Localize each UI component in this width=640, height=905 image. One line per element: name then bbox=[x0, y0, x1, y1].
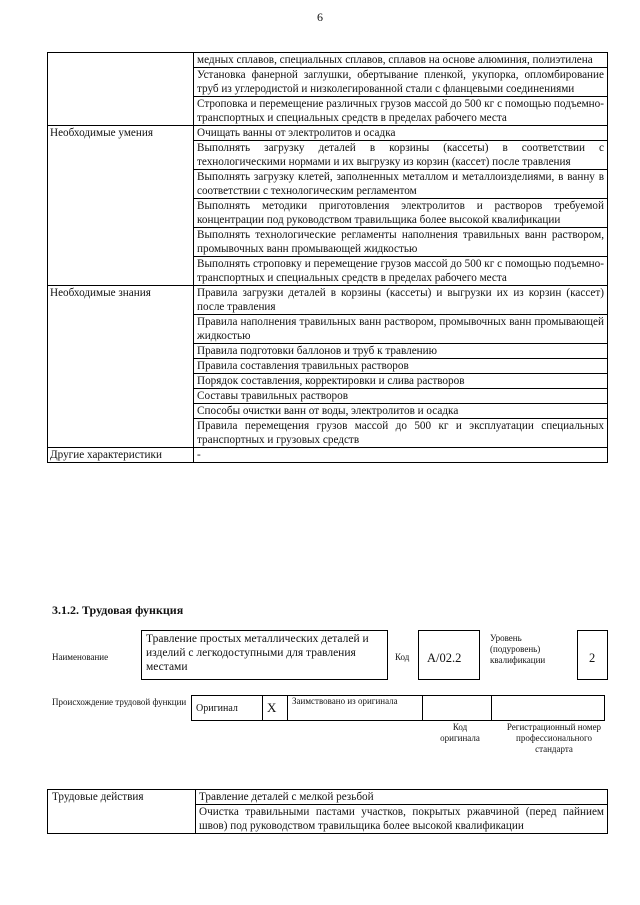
actions-table bbox=[47, 789, 608, 834]
competency-table bbox=[47, 52, 608, 463]
actions-label: Трудовые действия bbox=[48, 790, 196, 834]
skill-row: Выполнять строповку и перемещение грузов массой до 500 кг с помощью подъемно-транспортных и специальных средств в пределах рабочего места bbox=[194, 257, 608, 286]
skill-row: Очищать ванны от электролитов и осадка bbox=[194, 126, 608, 141]
name-label: Наименование bbox=[52, 652, 109, 662]
skills-label: Необходимые умения bbox=[48, 126, 194, 286]
knowledge-row: Способы очистки ванн от воды, электролитов и осадка bbox=[194, 404, 608, 419]
knowledge-row: Правила загрузки деталей в корзины (кассеты) и выгрузки их из корзин (кассет) после травления bbox=[194, 286, 608, 315]
original-mark: X bbox=[263, 696, 288, 721]
page-number: 6 bbox=[317, 10, 323, 24]
knowledge-row: Правила наполнения травильных ванн раствором, промывочных ванн промывающей жидкостью bbox=[194, 315, 608, 344]
action-row: Очистка травильными пастами участков, покрытых ржавчиной (перед пайнием швов) под руководством травильщика более высокой квалификации bbox=[196, 805, 608, 834]
level-label: Уровень (подуровень) квалификации bbox=[490, 633, 546, 665]
reg-number-caption: Регистрационный номер профессионального стандарта bbox=[506, 722, 602, 754]
skill-row: Выполнять технологические регламенты наполнения травильных ванн раствором, промывочных ванн промывающей жидкостью bbox=[194, 228, 608, 257]
skill-row: Выполнять загрузку клетей, заполненных металлом и металлоизделиями, в ванну в соответствии с технологическим регламентом bbox=[194, 170, 608, 199]
reg-number-cell bbox=[492, 696, 605, 721]
knowledge-row: Правила подготовки баллонов и труб к травлению bbox=[194, 344, 608, 359]
level-value: 2 bbox=[577, 630, 608, 680]
knowledge-row: Правила перемещения грузов массой до 500 кг и эксплуатации специальных транспортных и грузовых средств bbox=[194, 419, 608, 448]
knowledge-row: Правила составления травильных растворов bbox=[194, 359, 608, 374]
origin-label: Происхождение трудовой функции bbox=[52, 697, 187, 707]
section-title: 3.1.2. Трудовая функция bbox=[52, 603, 184, 617]
borrowed-label: Заимствовано из оригинала bbox=[288, 696, 423, 721]
origin-table bbox=[191, 695, 605, 721]
other-value: - bbox=[194, 448, 608, 463]
code-original-cell bbox=[423, 696, 492, 721]
function-code: A/02.2 bbox=[418, 630, 480, 680]
continued-row: Установка фанерной заглушки, обертывание пленкой, укупорка, опломбирование труб из углеродистой и низколегированной стали с фланцевыми соединениями bbox=[194, 68, 608, 97]
function-name: Травление простых металлических деталей и изделий с легкодоступными для травления местами bbox=[141, 630, 388, 680]
skill-row: Выполнять методики приготовления электролитов и растворов требуемой концентрации под руководством травильщика более высокой квалификации bbox=[194, 199, 608, 228]
continued-label-cell bbox=[48, 53, 194, 126]
code-label: Код bbox=[395, 652, 410, 662]
skill-row: Выполнять загрузку деталей в корзины (кассеты) в соответствии с технологическими нормами и их выгрузку из корзин (кассет) после травления bbox=[194, 141, 608, 170]
knowledge-row: Порядок составления, корректировки и слива растворов bbox=[194, 374, 608, 389]
original-label: Оригинал bbox=[192, 696, 263, 721]
knowledge-row: Составы травильных растворов bbox=[194, 389, 608, 404]
continued-row: Строповка и перемещение различных грузов массой до 500 кг с помощью подъемно-транспортных и специальных средств в пределах рабочего места bbox=[194, 97, 608, 126]
code-original-caption: Код оригинала bbox=[440, 722, 480, 743]
other-label: Другие характеристики bbox=[48, 448, 194, 463]
knowledge-label: Необходимые знания bbox=[48, 286, 194, 448]
action-row: Травление деталей с мелкой резьбой bbox=[196, 790, 608, 805]
continued-row: медных сплавов, специальных сплавов, сплавов на основе алюминия, полиэтилена bbox=[194, 53, 608, 68]
